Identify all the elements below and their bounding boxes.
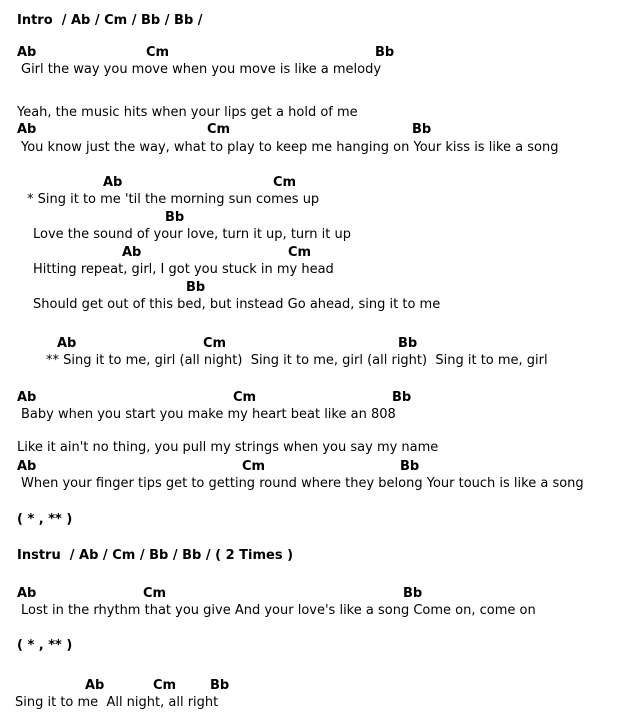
chord-label: Cm <box>146 45 170 60</box>
lyric-line: Love the sound of your love, turn it up, turn it up <box>33 227 351 242</box>
chord-label: Cm <box>288 245 312 260</box>
chord-label: Ab <box>103 175 123 190</box>
marker-line: ( * , ** ) <box>17 638 73 653</box>
chord-label: Cm <box>207 122 231 137</box>
lyric-line: Should get out of this bed, but instead Go ahead, sing it to me <box>33 297 441 312</box>
chord-label: Ab <box>57 336 77 351</box>
chord-label: Ab <box>85 678 105 693</box>
chord-label: Ab <box>17 122 37 137</box>
chord-label: Bb <box>375 45 395 60</box>
chord-label: Bb <box>186 280 206 295</box>
lyric-line: Like it ain't no thing, you pull my strings when you say my name <box>17 440 439 455</box>
section-line: Instru / Ab / Cm / Bb / Bb / ( 2 Times ) <box>17 548 294 563</box>
chord-label: Bb <box>400 459 420 474</box>
lyric-line: You know just the way, what to play to keep me hanging on Your kiss is like a song <box>21 140 559 155</box>
chord-label: Cm <box>153 678 177 693</box>
chord-label: Bb <box>403 586 423 601</box>
chord-label: Cm <box>242 459 266 474</box>
lyric-line: * Sing it to me 'til the morning sun comes up <box>27 192 320 207</box>
marker-line: ( * , ** ) <box>17 512 73 527</box>
chord-label: Ab <box>17 390 37 405</box>
chord-label: Cm <box>143 586 167 601</box>
chord-label: Cm <box>203 336 227 351</box>
chord-label: Cm <box>273 175 297 190</box>
lyric-line: Baby when you start you make my heart beat like an 808 <box>21 407 396 422</box>
lyric-line: ** Sing it to me, girl (all night) Sing it to me, girl (all right) Sing it to me, girl <box>46 353 548 368</box>
lyric-line: Lost in the rhythm that you give And your love's like a song Come on, come on <box>21 603 536 618</box>
section-line: Intro / Ab / Cm / Bb / Bb / <box>17 13 203 28</box>
lyric-line: Hitting repeat, girl, I got you stuck in my head <box>33 262 334 277</box>
lyric-line: Girl the way you move when you move is like a melody <box>21 62 382 77</box>
chord-label: Bb <box>165 210 185 225</box>
lyric-line: Yeah, the music hits when your lips get a hold of me <box>17 105 358 120</box>
lyric-line: Sing it to me All night, all right <box>15 695 219 710</box>
chord-label: Ab <box>17 459 37 474</box>
chord-label: Ab <box>17 586 37 601</box>
chord-label: Ab <box>122 245 142 260</box>
chord-label: Bb <box>398 336 418 351</box>
lyric-line: When your finger tips get to getting round where they belong Your touch is like a song <box>21 476 584 491</box>
chord-label: Bb <box>210 678 230 693</box>
chord-label: Ab <box>17 45 37 60</box>
chord-label: Bb <box>412 122 432 137</box>
chord-label: Cm <box>233 390 257 405</box>
chord-label: Bb <box>392 390 412 405</box>
